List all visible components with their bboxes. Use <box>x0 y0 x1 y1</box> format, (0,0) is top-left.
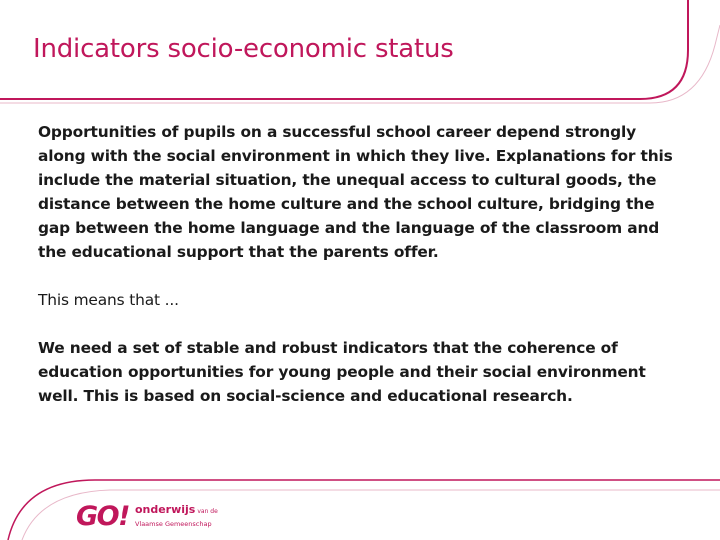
logo-main-small: van de <box>197 508 218 515</box>
slide-body <box>38 120 688 408</box>
paragraph-explanation: Opportunities of pupils on a successful school career depend strongly along with the social environment in which they live. Explanations for this include the material situation, the unequal access to cultural goods, the distance between the home culture and the school culture, bridging the gap between the home language and the language of the classroom and the educational support that the parents offer. <box>38 123 673 261</box>
slide-title: Indicators socio-economic status <box>33 34 454 64</box>
logo-main-text: onderwijs <box>134 503 196 516</box>
logo-wordmark <box>135 505 218 529</box>
go-onderwijs-logo <box>76 501 218 533</box>
paragraph-need: We need a set of stable and robust indicators that the coherence of education opportunities for young people and their social environment well. This is based on social-science and educational research. <box>38 339 646 405</box>
logo-mark: GO! <box>76 501 129 532</box>
paragraph-transition: This means that ... <box>38 291 179 309</box>
logo-main-line <box>135 505 218 517</box>
logo-sub-line: Vlaamse Gemeenschap <box>134 520 212 528</box>
